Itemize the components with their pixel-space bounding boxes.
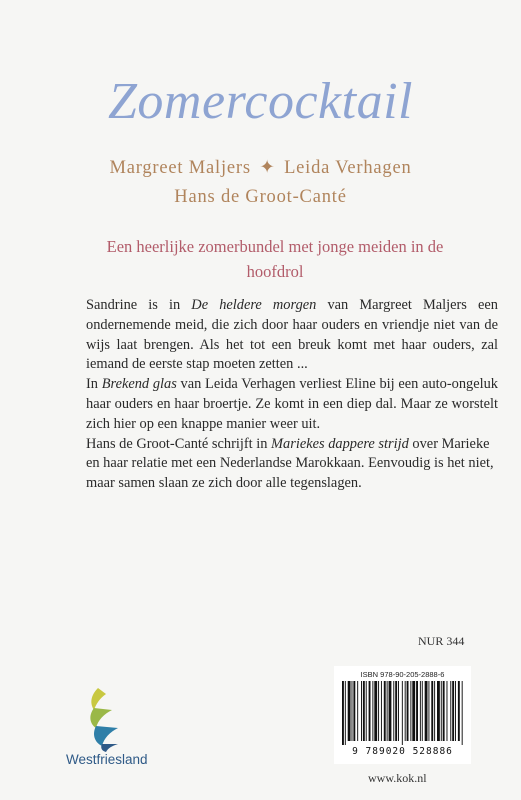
barcode-bar: [410, 681, 411, 741]
barcode-bar: [402, 681, 403, 745]
blurb-text: Sandrine is in: [86, 297, 192, 313]
barcode-bar: [405, 681, 406, 741]
barcode-bar: [378, 681, 379, 741]
westfriesland-logo-icon: [84, 686, 124, 752]
barcode-bar: [425, 681, 428, 741]
nur-code: NUR 344: [418, 634, 465, 648]
isbn-label: ISBN 978-90-205-2888-6: [360, 670, 445, 679]
story-title: Brekend glas: [101, 376, 177, 393]
barcode-bar: [389, 681, 392, 741]
barcode-bar: [420, 681, 421, 741]
barcode-bar: [369, 681, 371, 741]
barcode-bar: [395, 681, 397, 741]
author-margreet-maljers: Margreet Maljers: [109, 158, 251, 178]
tagline: Een heerlijke zomerbundel met jonge meiden in de hoofdrol: [106, 237, 444, 281]
barcode-bar: [361, 681, 362, 741]
authors-line-1: [0, 154, 521, 183]
barcode-bar: [363, 681, 365, 741]
barcode-bar: [434, 681, 435, 741]
blurb-paragraph-2: [86, 375, 498, 434]
website-url[interactable]: www.kok.nl: [368, 771, 427, 785]
story-title: De heldere morgen: [191, 297, 317, 313]
barcode-bar: [393, 681, 394, 741]
barcode-bar: [416, 681, 418, 741]
barcode-bar: [422, 681, 423, 741]
four-point-star-icon: ✦: [259, 158, 276, 178]
barcode-bar: [428, 681, 429, 741]
barcode-bar: [384, 681, 386, 741]
barcode-bar: [437, 681, 440, 741]
barcode-bar: [455, 681, 456, 741]
barcode-bar: [412, 681, 415, 741]
publisher-name: Westfriesland: [66, 752, 148, 767]
barcode-bar: [441, 681, 442, 741]
barcode-bar: [447, 681, 448, 741]
barcode-bar: [462, 681, 463, 745]
barcode-bar: [357, 681, 358, 741]
authors: [0, 154, 521, 212]
story-title: Mariekes dappere strijd: [271, 435, 409, 452]
author-hans-de-groot-cante: Hans de Groot-Canté: [174, 187, 347, 207]
barcode-bar: [348, 681, 351, 741]
barcode-bar: [452, 681, 454, 741]
blurb-paragraph-1: [86, 296, 498, 375]
barcode-bar: [345, 681, 346, 745]
barcode-bar: [366, 681, 367, 741]
isbn-barcode: [334, 666, 471, 764]
barcode-bar: [431, 681, 433, 741]
barcode-bar: [353, 681, 355, 741]
barcode-bar: [407, 681, 409, 741]
barcode-bar: [381, 681, 382, 741]
blurb-text: In: [86, 376, 102, 393]
barcode-bar: [372, 681, 373, 741]
barcode-bar: [398, 681, 399, 741]
barcode-bar: [443, 681, 445, 741]
barcode-bar: [387, 681, 388, 741]
blurb-text: van Margreet Maljers een ondernemende meid, die zich door haar ouders en vriendje niet van de wijs laat brengen. Als het tot een breuk komt met haar ouders, zal iemand de eerste stap moeten zetten ...: [86, 297, 498, 373]
blurb: [86, 296, 498, 494]
book-title: Zomercocktail: [108, 73, 413, 130]
author-leida-verhagen: Leida Verhagen: [284, 158, 412, 178]
blurb-text: Hans de Groot-Canté schrijft in: [86, 435, 272, 452]
barcode-icon: [340, 681, 465, 745]
barcode-bar: [374, 681, 377, 741]
barcode-bar: [342, 681, 344, 745]
blurb-paragraph-3: [86, 435, 498, 494]
blurb-text: van Leida Verhagen verliest Eline bij een auto-ongeluk haar ouders en haar broertje. Ze komt in een diep dal. Maar ze worstelt zich hier op een knappe manier weer uit.: [86, 376, 499, 432]
barcode-digits: 9 789020 528886: [352, 746, 453, 757]
barcode-bar: [352, 681, 353, 741]
blurb-text: over Marieke en haar relatie met een Nederlandse Marokkaan. Eenvoudig is het niet, maar samen slaan ze zich door alle tegenslagen.: [86, 435, 494, 492]
barcode-bar: [458, 681, 460, 741]
barcode-bar: [450, 681, 451, 741]
